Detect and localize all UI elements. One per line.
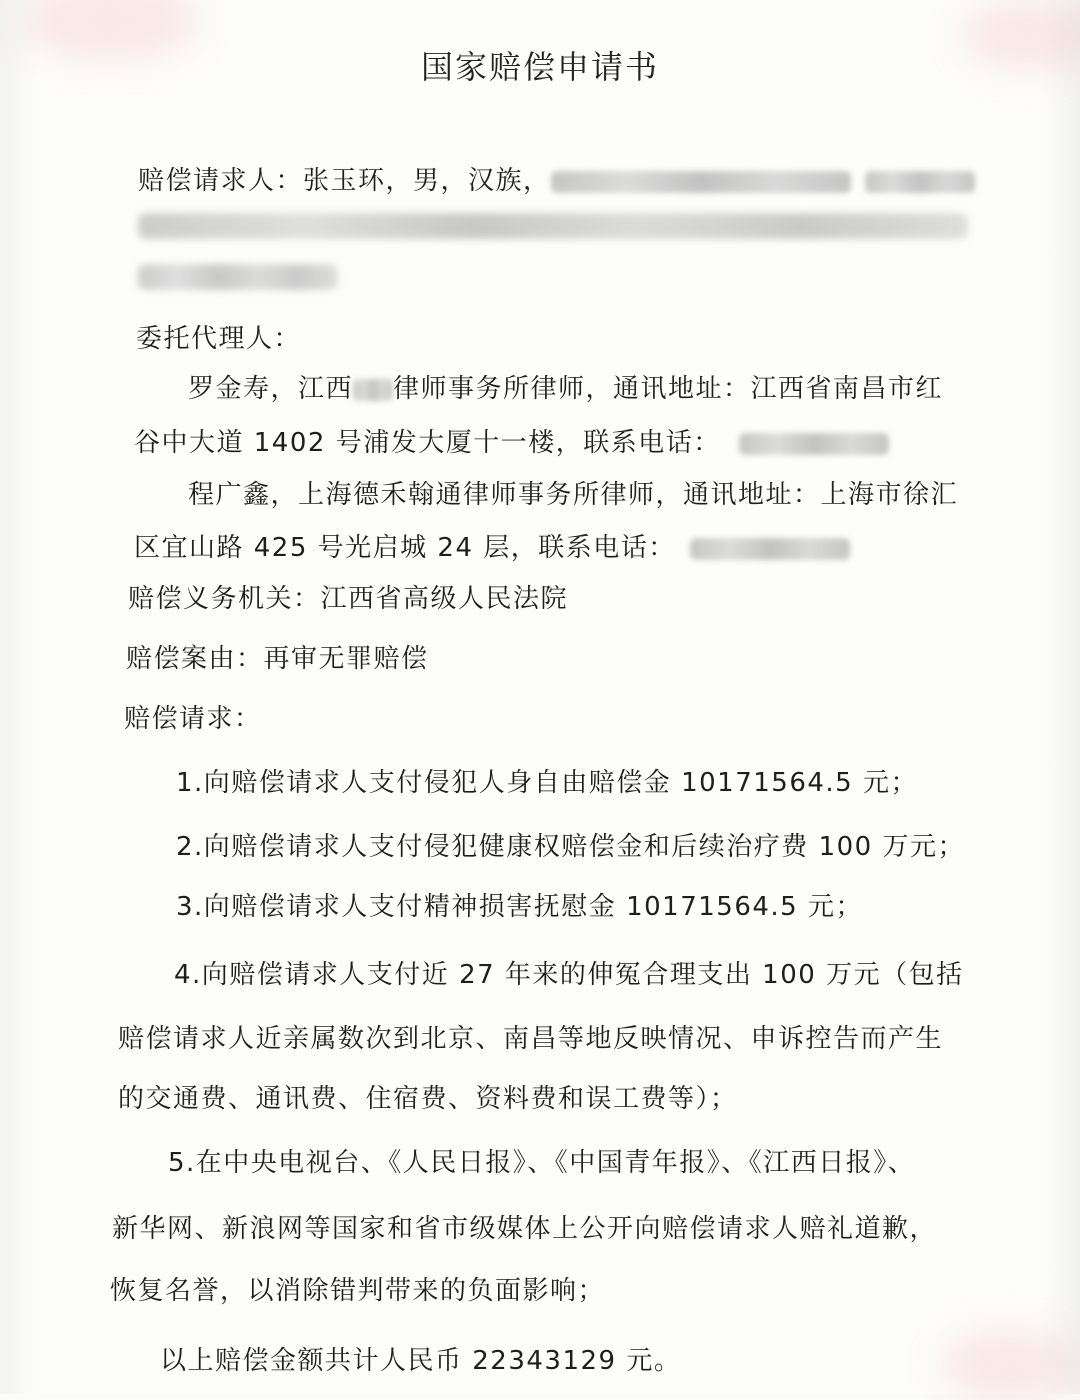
- redacted-id-label: [865, 171, 975, 193]
- request-4-line3: 的交通费、通讯费、住宿费、资料费和误工费等）；: [118, 1084, 738, 1114]
- request-5-line1: 5.在中央电视台、《人民日报》、《中国青年报》、《江西日报》、: [168, 1148, 916, 1178]
- agent-label: 委托代理人：: [136, 324, 302, 354]
- request-5-line3: 恢复名誉，以消除错判带来的负面影响；: [110, 1276, 606, 1306]
- claimant-label: 赔偿请求人：: [138, 166, 304, 196]
- request-4-line2: 赔偿请求人近亲属数次到北京、南昌等地反映情况、申诉控告而产生: [118, 1024, 944, 1054]
- agent1-address-start: 律师事务所律师，通讯地址：江西省南昌市红: [393, 374, 944, 404]
- agent1-address-end: 谷中大道 1402 号浦发大厦十一楼，联系电话：: [134, 428, 721, 458]
- requests-label: 赔偿请求：: [124, 704, 262, 734]
- agent1-line1: [188, 368, 943, 405]
- request-1: 1.向赔偿请求人支付侵犯人身自由赔偿金 10171564.5 元；: [176, 768, 918, 798]
- agent1-name-firm: 罗金寿，江西: [188, 374, 354, 404]
- claimant-info: 张玉环，男，汉族，: [303, 166, 551, 196]
- agent2-line1: 程广鑫，上海德禾翰通律师事务所律师，通讯地址：上海市徐汇: [188, 480, 959, 510]
- redacted-address-end: [138, 264, 338, 290]
- total-line: 以上赔偿金额共计人民币 22343129 元。: [160, 1346, 682, 1376]
- document-title: 国家赔偿申请书: [420, 48, 659, 86]
- cause-line: 赔偿案由：再审无罪赔偿: [126, 644, 429, 674]
- agent1-line2: [134, 422, 889, 459]
- redacted-phone-2: [690, 538, 850, 560]
- redacted-firm-name: [353, 379, 393, 401]
- obligor-line: 赔偿义务机关：江西省高级人民法院: [128, 584, 569, 614]
- paper-stain: [940, 1330, 1080, 1400]
- request-2: 2.向赔偿请求人支付侵犯健康权赔偿金和后续治疗费 100 万元；: [176, 832, 965, 862]
- agent2-line2: [134, 527, 850, 564]
- request-3: 3.向赔偿请求人支付精神损害抚慰金 10171564.5 元；: [176, 892, 863, 922]
- redacted-id-address: [138, 213, 968, 239]
- request-5-line2: 新华网、新浪网等国家和省市级媒体上公开向赔偿请求人赔礼道歉，: [112, 1214, 938, 1244]
- redacted-birthdate: [551, 171, 851, 193]
- claimant-line: [138, 160, 975, 197]
- agent2-address-end: 区宜山路 425 号光启城 24 层，联系电话：: [134, 533, 676, 563]
- redacted-phone-1: [739, 433, 889, 455]
- request-4-line1: 4.向赔偿请求人支付近 27 年来的伸冤合理支出 100 万元（包括: [174, 960, 964, 990]
